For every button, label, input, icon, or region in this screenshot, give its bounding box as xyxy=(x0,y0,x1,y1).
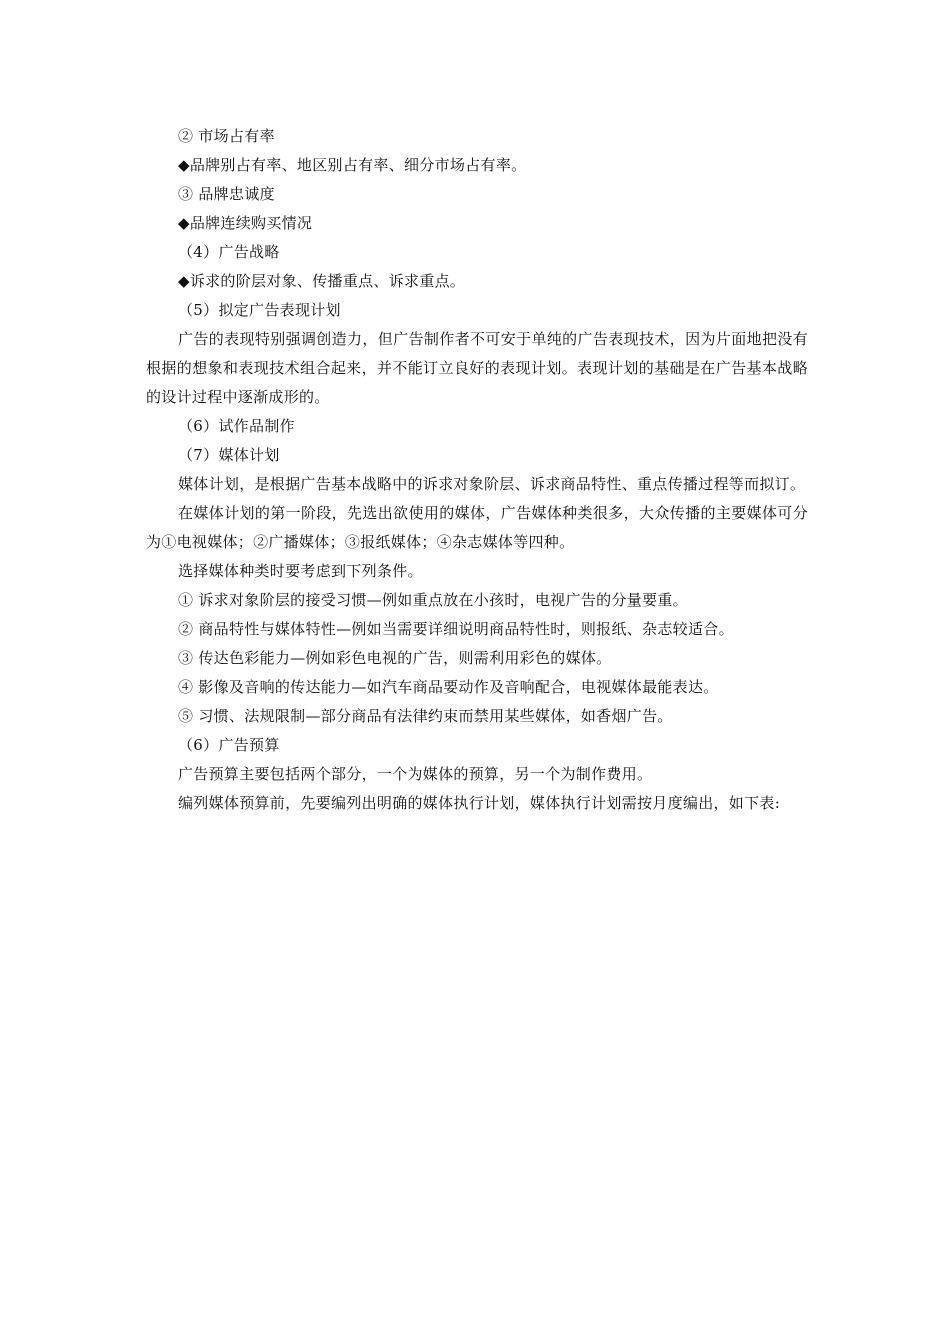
paragraph-budget-plan: 编列媒体预算前，先要编列出明确的媒体执行计划，媒体执行计划需按月度编出，如下表: xyxy=(178,794,781,812)
document-page xyxy=(146,122,808,818)
list-item-market-share: ② 市场占有率 xyxy=(178,127,275,145)
paragraph-media-first-stage: 在媒体计划的第一阶段，先选出欲使用的媒体，广告媒体种类很多，大众传播的主要媒体可分为①电视媒体；②广播媒体；③报纸媒体；④杂志媒体等四种。 xyxy=(146,504,808,551)
paragraph-media-plan: 媒体计划，是根据广告基本战略中的诉求对象阶层、诉求商品特性、重点传播过程等而拟订。 xyxy=(178,475,806,493)
bullet-ad-strategy-detail: ◆诉求的阶层对象、传播重点、诉求重点。 xyxy=(178,272,466,290)
condition-item-2: ② 商品特性与媒体特性—例如当需要详细说明商品特性时，则报纸、杂志较适合。 xyxy=(178,620,734,638)
heading-media-plan: （7）媒体计划 xyxy=(178,446,280,464)
heading-sample-production: （6）试作品制作 xyxy=(178,417,295,435)
paragraph-budget-parts: 广告预算主要包括两个部分，一个为媒体的预算，另一个为制作费用。 xyxy=(178,765,653,783)
heading-expression-plan: （5）拟定广告表现计划 xyxy=(178,301,341,319)
bullet-brand-repurchase: ◆品牌连续购买情况 xyxy=(178,214,313,232)
condition-item-4: ④ 影像及音响的传达能力—如汽车商品要动作及音响配合，电视媒体最能表达。 xyxy=(178,678,719,696)
condition-item-3: ③ 传达色彩能力—例如彩色电视的广告，则需利用彩色的媒体。 xyxy=(178,649,612,667)
bullet-market-share-detail: ◆品牌别占有率、地区别占有率、细分市场占有率。 xyxy=(178,156,527,174)
heading-ad-strategy: （4）广告战略 xyxy=(178,243,280,261)
condition-item-1: ① 诉求对象阶层的接受习惯—例如重点放在小孩时，电视广告的分量要重。 xyxy=(178,591,688,609)
condition-item-5: ⑤ 习惯、法规限制—部分商品有法律约束而禁用某些媒体，如香烟广告。 xyxy=(178,707,673,725)
paragraph-expression-plan: 广告的表现特别强调创造力，但广告制作者不可安于单纯的广告表现技术，因为片面地把没有根据的想象和表现技术组合起来，并不能订立良好的表现计划。表现计划的基础是在广告基本战略的设计过程中逐渐成形的。 xyxy=(146,330,808,406)
conditions-intro: 选择媒体种类时要考虑到下列条件。 xyxy=(178,562,423,580)
heading-ad-budget: （6）广告预算 xyxy=(178,736,280,754)
list-item-brand-loyalty: ③ 品牌忠诚度 xyxy=(178,185,275,203)
